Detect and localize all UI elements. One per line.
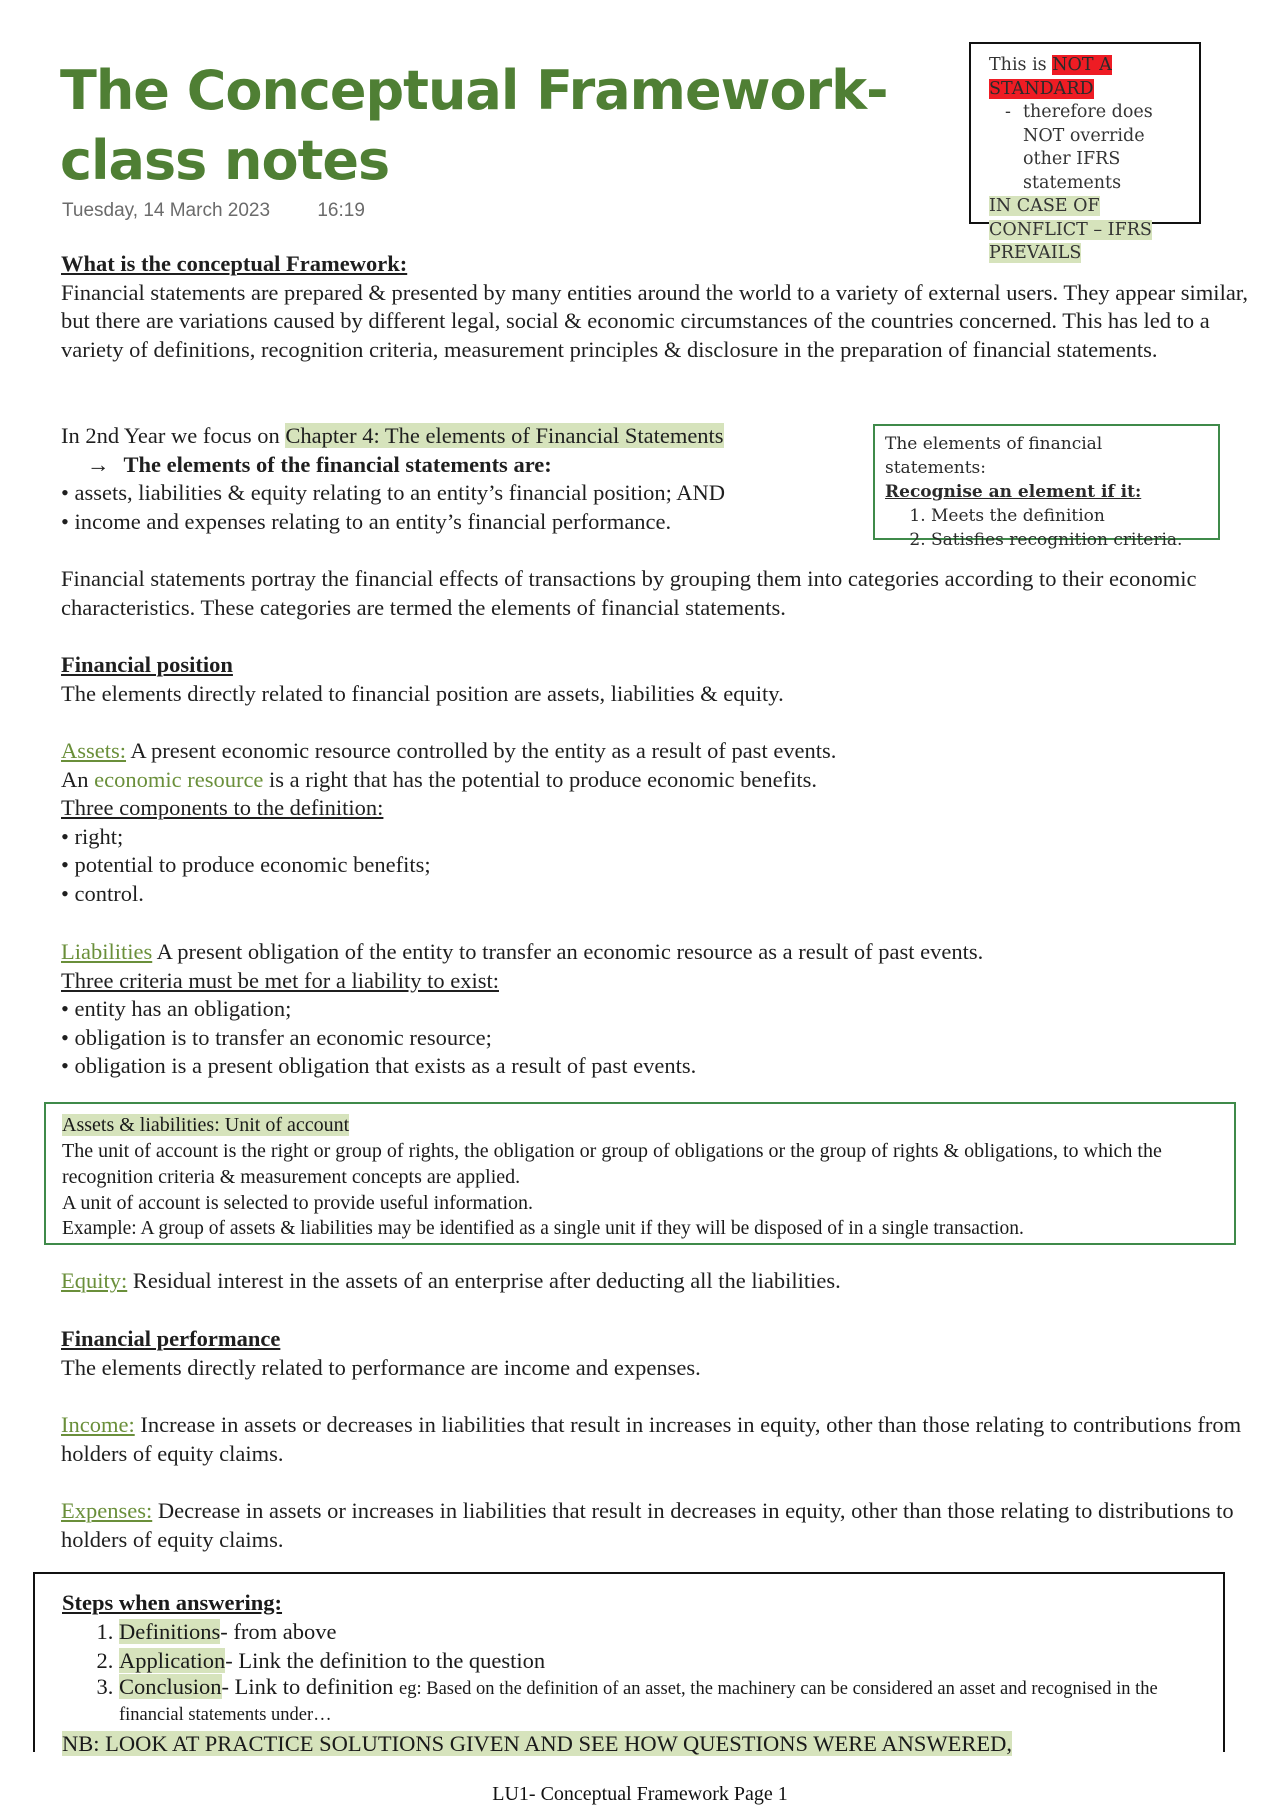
expenses-label: Expenses: [61, 1498, 153, 1523]
assets-section [61, 737, 1251, 908]
assets-bullet: • potential to produce economic benefits; [61, 852, 431, 877]
step-note: eg: Based on the definition of an asset, the machinery can be considered an asset and recognised in the financial statements under… [119, 1679, 1158, 1725]
page-footer: LU1- Conceptual Framework Page 1 [492, 1783, 788, 1805]
liabilities-definition: A present obligation of the entity to transfer an economic resource as a result of past events. [152, 939, 984, 964]
elements-bullet: • assets, liabilities & equity relating to an entity’s financial position; AND [61, 480, 726, 505]
financial-performance-heading: Financial performance [61, 1326, 281, 1351]
assets-bullet: • right; [61, 823, 124, 849]
what-is-heading: What is the conceptual Framework: [61, 251, 408, 276]
expenses-definition: Decrease in assets or increases in liabilities that result in decreases in equity, other than those relating to distributions to holders of equity claims. [61, 1498, 1234, 1552]
assets-definition: A present economic resource controlled by the entity as a result of past events. [126, 738, 837, 763]
equity-section [61, 1267, 1251, 1296]
step-item [119, 1675, 1196, 1727]
step-item [119, 1646, 1196, 1675]
step-term: Conclusion [119, 1674, 222, 1699]
income-definition: Increase in assets or decreases in liabilities that result in increases in equity, other than those relating to contributions from holders of equity claims. [61, 1412, 1242, 1466]
steps-box [33, 1572, 1225, 1756]
financial-performance-text: The elements directly related to performance are income and expenses. [61, 1354, 701, 1380]
liabilities-bullet: • entity has an obligation; [61, 996, 292, 1021]
unit-of-account-heading: Assets & liabilities: Unit of account [62, 1114, 350, 1136]
liabilities-criteria-heading: Three criteria must be met for a liability to exist: [61, 967, 499, 993]
step-term: Application [119, 1648, 226, 1673]
financial-position-text: The elements directly related to financial position are assets, liabilities & equity. [61, 680, 784, 706]
financial-position-heading: Financial position [61, 652, 233, 677]
step-rest: - Link the definition to the question [225, 1648, 546, 1673]
economic-resource-term: economic resource [94, 766, 264, 792]
what-is-section [61, 250, 1251, 364]
step-rest: - from above [220, 1619, 337, 1644]
note-dash-item: - therefore does NOT override other IFRS statements [989, 101, 1185, 195]
liabilities-label: Liabilities [61, 939, 153, 964]
step-rest: - Link to definition [221, 1674, 399, 1699]
financial-performance-section [61, 1325, 1251, 1382]
unit-of-account-line: A unit of account is selected to provide useful information. [62, 1192, 533, 1214]
elements-heading-text: The elements of the financial statements are: [123, 451, 552, 477]
expenses-section [61, 1497, 1251, 1554]
what-is-paragraph: Financial statements are prepared & presented by many entities around the world to a variety of external users. They appear similar, but there are variations caused by different legal, social & economic circumstances of the countries concerned. This has led to a variety of definitions, recognition criteria, measurement principles & disclosure in the preparation of financial statements. [61, 279, 1249, 362]
portray-paragraph: Financial statements portray the financial effects of transactions by grouping them into categories according to their economic characteristics. These categories are termed the elements of financial statements. [61, 566, 1197, 620]
financial-position-section [61, 651, 1251, 708]
recognise-item: 2. Satisfies recognition criteria. [931, 528, 1208, 552]
elements-box-title: The elements of financial statements: [885, 434, 1103, 478]
income-section [61, 1411, 1251, 1468]
step-item [119, 1617, 1196, 1646]
note-prefix: This is [989, 55, 1053, 75]
liabilities-bullet: • obligation is a present obligation that exists as a result of past events. [61, 1053, 697, 1078]
page-date: Tuesday, 14 March 2023 [62, 200, 271, 221]
arrow-icon: → [87, 451, 110, 477]
page-time: 16:19 [317, 200, 365, 221]
assets-label: Assets: [61, 738, 127, 763]
assets-bullet: • control. [61, 880, 144, 906]
chapter-4-highlight: Chapter 4: The elements of Financial Statements [285, 423, 724, 448]
elements-heading [61, 451, 861, 480]
conflict-highlight: IN CASE OF CONFLICT – IFRS PREVAILS [989, 196, 1152, 263]
not-a-standard-note [969, 42, 1201, 263]
page-datetime [62, 200, 407, 222]
components-heading: Three components to the definition: [61, 795, 384, 820]
resource-suffix: is a right that has the potential to produce economic benefits. [263, 766, 818, 792]
step-term: Definitions [119, 1619, 221, 1644]
nb-note: NB: LOOK AT PRACTICE SOLUTIONS GIVEN AND SEE HOW QUESTIONS WERE ANSWERED, [62, 1731, 1013, 1756]
unit-of-account-line: The unit of account is the right or group of rights, the obligation or group of obligations or the group of rights & obligations, to which the recognition criteria & measurement concepts are applied. [62, 1140, 1162, 1188]
resource-prefix: An [61, 766, 95, 792]
unit-of-account-example: Example: A group of assets & liabilities may be identified as a single unit if they will be disposed of in a single transaction. [62, 1218, 1024, 1239]
equity-definition: Residual interest in the assets of an enterprise after deducting all the liabilities. [127, 1268, 841, 1293]
second-year-prefix: In 2nd Year we focus on [61, 423, 286, 448]
unit-of-account-box [44, 1102, 1236, 1245]
second-year-section [61, 422, 861, 536]
not-a-standard-highlight: NOT A STANDARD [989, 55, 1112, 99]
steps-heading: Steps when answering: [62, 1590, 283, 1615]
liabilities-bullet: • obligation is to transfer an economic resource; [61, 1024, 492, 1050]
recognise-heading: Recognise an element if it: [885, 482, 1142, 502]
elements-recognition-box [873, 424, 1220, 550]
equity-label: Equity: [61, 1268, 128, 1293]
liabilities-section [61, 938, 1251, 1081]
elements-bullet: • income and expenses relating to an entity’s financial performance. [61, 508, 672, 534]
income-label: Income: [61, 1412, 135, 1437]
page-title: The Conceptual Framework-class notes [60, 59, 888, 192]
recognise-item: 1. Meets the definition [931, 504, 1208, 528]
